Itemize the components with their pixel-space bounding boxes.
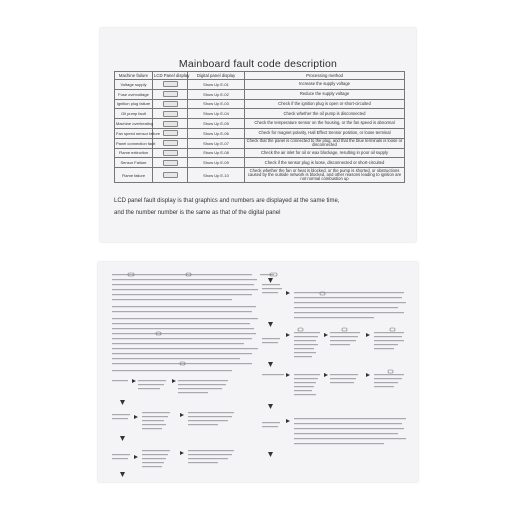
lcd-display-icon [163, 140, 178, 146]
lcd-display-icon [163, 150, 178, 156]
lcd-panel-image [153, 119, 188, 129]
table-header-row [115, 72, 405, 80]
method-cell: Check the temperature sensor on the housing, or the fan speed is abnormal [245, 119, 405, 129]
table-row [115, 168, 405, 183]
digital-cell: Show Up E-09 [188, 158, 245, 168]
failure-cell: Flame failure [115, 168, 153, 183]
digital-cell: Show Up E-10 [188, 168, 245, 183]
digital-cell: Show Up E-04 [188, 109, 245, 119]
method-cell: Check whether the fan or heat is blocked, or the pump is shorted, or obstructions caused by the outside network is blocked, and other reasons leading to ignition are not normal combustion up [245, 168, 405, 183]
table-row [115, 89, 405, 99]
lcd-panel-image [153, 128, 188, 138]
lcd-panel-image [153, 99, 188, 109]
lcd-panel-image [153, 89, 188, 99]
lcd-display-icon [163, 101, 178, 107]
failure-cell: Panel connection fault [115, 138, 153, 148]
table-row [115, 158, 405, 168]
failure-cell: Oil pump fault [115, 109, 153, 119]
digital-cell: Show Up E-03 [188, 99, 245, 109]
note-line-1: LCD panel fault display is that graphics and numbers are displayed at the same time, [114, 198, 340, 204]
lcd-display-icon [163, 130, 178, 136]
method-cell: Reduce the supply voltage [245, 89, 405, 99]
failure-cell: Fuse overvoltage [115, 89, 153, 99]
digital-cell: Show Up E-01 [188, 80, 245, 90]
operation-instruction-sheet [98, 262, 418, 482]
digital-cell: Show Up E-05 [188, 119, 245, 129]
lcd-panel-image [153, 109, 188, 119]
lcd-panel-image [153, 80, 188, 90]
lcd-display-icon [163, 160, 178, 166]
method-cell: Check if the sensor plug is loose, disconnected or short-circuited [245, 158, 405, 168]
lcd-panel-image [153, 168, 188, 183]
digital-cell: Show Up E-06 [188, 128, 245, 138]
sheet-title: Mainboard fault code description [178, 58, 338, 70]
method-cell: Check that the panel is connected to the plug, and that the blue terminals is loose or disconnected [245, 138, 405, 148]
lcd-display-icon [163, 111, 178, 117]
lcd-panel-image [153, 148, 188, 158]
table-row [115, 128, 405, 138]
method-cell: Check the air inlet for oil or wax blockage, resulting in poor oil supply [245, 148, 405, 158]
header-machine-failure: Machine failure [115, 72, 153, 80]
table-row [115, 148, 405, 158]
table-row [115, 80, 405, 90]
header-lcd-panel: LCD Panel display [154, 73, 190, 78]
failure-cell: Sensor Failure [115, 158, 153, 168]
lcd-panel-image [153, 138, 188, 148]
method-cell: Check if the ignition plug is open or short-circuited [245, 99, 405, 109]
header-digital-panel: Digital panel display [188, 72, 245, 80]
header-processing-method: Processing method [245, 72, 405, 80]
table-row [115, 99, 405, 109]
failure-cell: Flame extinction [115, 148, 153, 158]
table-row [115, 138, 405, 148]
table-row [115, 109, 405, 119]
failure-cell: Machine overheating [115, 119, 153, 129]
digital-cell: Show Up E-02 [188, 89, 245, 99]
lcd-display-icon [163, 172, 178, 178]
table-row [115, 119, 405, 129]
fault-code-table [114, 71, 405, 183]
lcd-display-icon [163, 91, 178, 97]
method-cell: Check whether the oil pump is disconnected [245, 109, 405, 119]
failure-cell: Ignition plug failure [115, 99, 153, 109]
fault-code-sheet [100, 28, 416, 242]
lcd-display-icon [163, 81, 178, 87]
digital-cell: Show Up E-08 [188, 148, 245, 158]
digital-cell: Show Up E-07 [188, 138, 245, 148]
instruction-flowchart [98, 262, 418, 482]
method-cell: Increase the supply voltage [245, 80, 405, 90]
failure-cell: Fan speed sensor failure [115, 128, 153, 138]
lcd-display-icon [163, 121, 178, 127]
method-cell: Check for magnet polarity, Hall Effect Sensor position, or loose terminal [245, 128, 405, 138]
failure-cell: Voltage supply [115, 80, 153, 90]
lcd-panel-image [153, 158, 188, 168]
note-line-2: and the number number is the same as that of the digital panel [114, 210, 281, 216]
